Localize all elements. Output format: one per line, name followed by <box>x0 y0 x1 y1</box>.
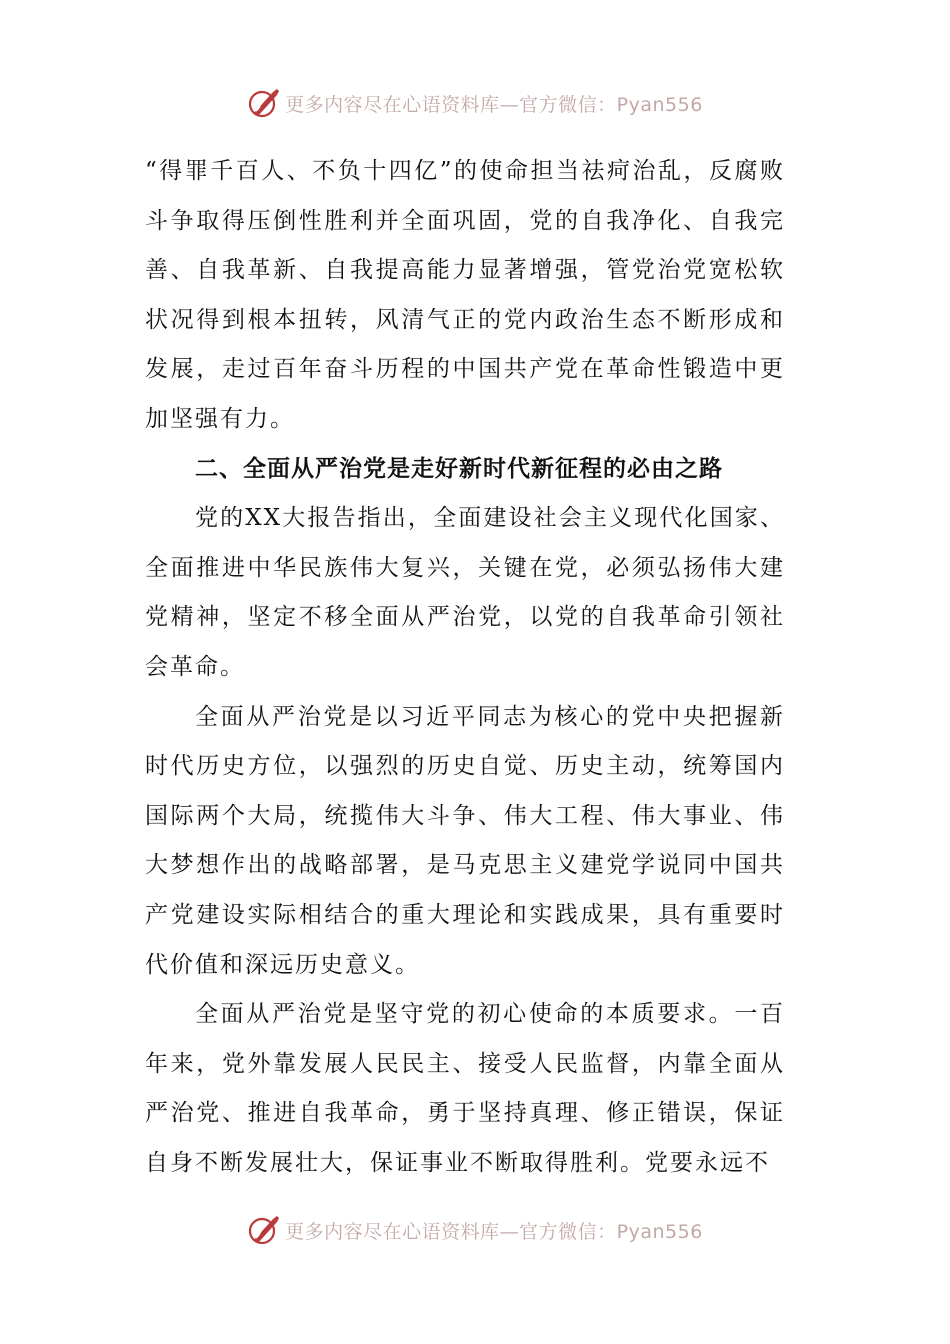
header-banner <box>0 83 950 123</box>
wechat-id: Pyan556 <box>616 93 703 116</box>
pen-logo-icon <box>247 86 281 120</box>
pen-logo-icon <box>247 1213 281 1247</box>
document-body <box>145 147 785 1188</box>
wechat-id: Pyan556 <box>616 1220 703 1243</box>
paragraph: “得罪千百人、不负十四亿”的使命担当祛疴治乱，反腐败斗争取得压倒性胜利并全面巩固，党的自我净化、自我完善、自我革新、自我提高能力显著增强，管党治党宽松软状况得到根本扭转，风清气正的党内政治生态不断形成和发展，走过百年奋斗历程的中国共产党在革命性锻造中更加坚强有力。 <box>145 158 785 432</box>
banner-text: 更多内容尽在心语资料库—官方微信：Pyan556 <box>285 1220 703 1243</box>
section-heading: 二、全面从严治党是走好新时代新征程的必由之路 <box>195 455 723 482</box>
paragraph: 党的XX大报告指出，全面建设社会主义现代化国家、全面推进中华民族伟大复兴，关键在党，必须弘扬伟大建党精神，坚定不移全面从严治党，以党的自我革命引领社会革命。 <box>145 505 785 680</box>
banner-text: 更多内容尽在心语资料库—官方微信：Pyan556 <box>285 93 703 116</box>
paragraph: 全面从严治党是坚守党的初心使命的本质要求。一百年来，党外靠发展人民民主、接受人民监督，内靠全面从严治党、推进自我革命，勇于坚持真理、修正错误，保证自身不断发展壮大，保证事业不断取得胜利。党要永远不 <box>145 1001 785 1176</box>
footer-banner <box>0 1210 950 1250</box>
paragraph: 全面从严治党是以习近平同志为核心的党中央把握新时代历史方位，以强烈的历史自觉、历史主动，统筹国内国际两个大局，统揽伟大斗争、伟大工程、伟大事业、伟大梦想作出的战略部署，是马克思主义建党学说同中国共产党建设实际相结合的重大理论和实践成果，具有重要时代价值和深远历史意义。 <box>145 703 785 978</box>
